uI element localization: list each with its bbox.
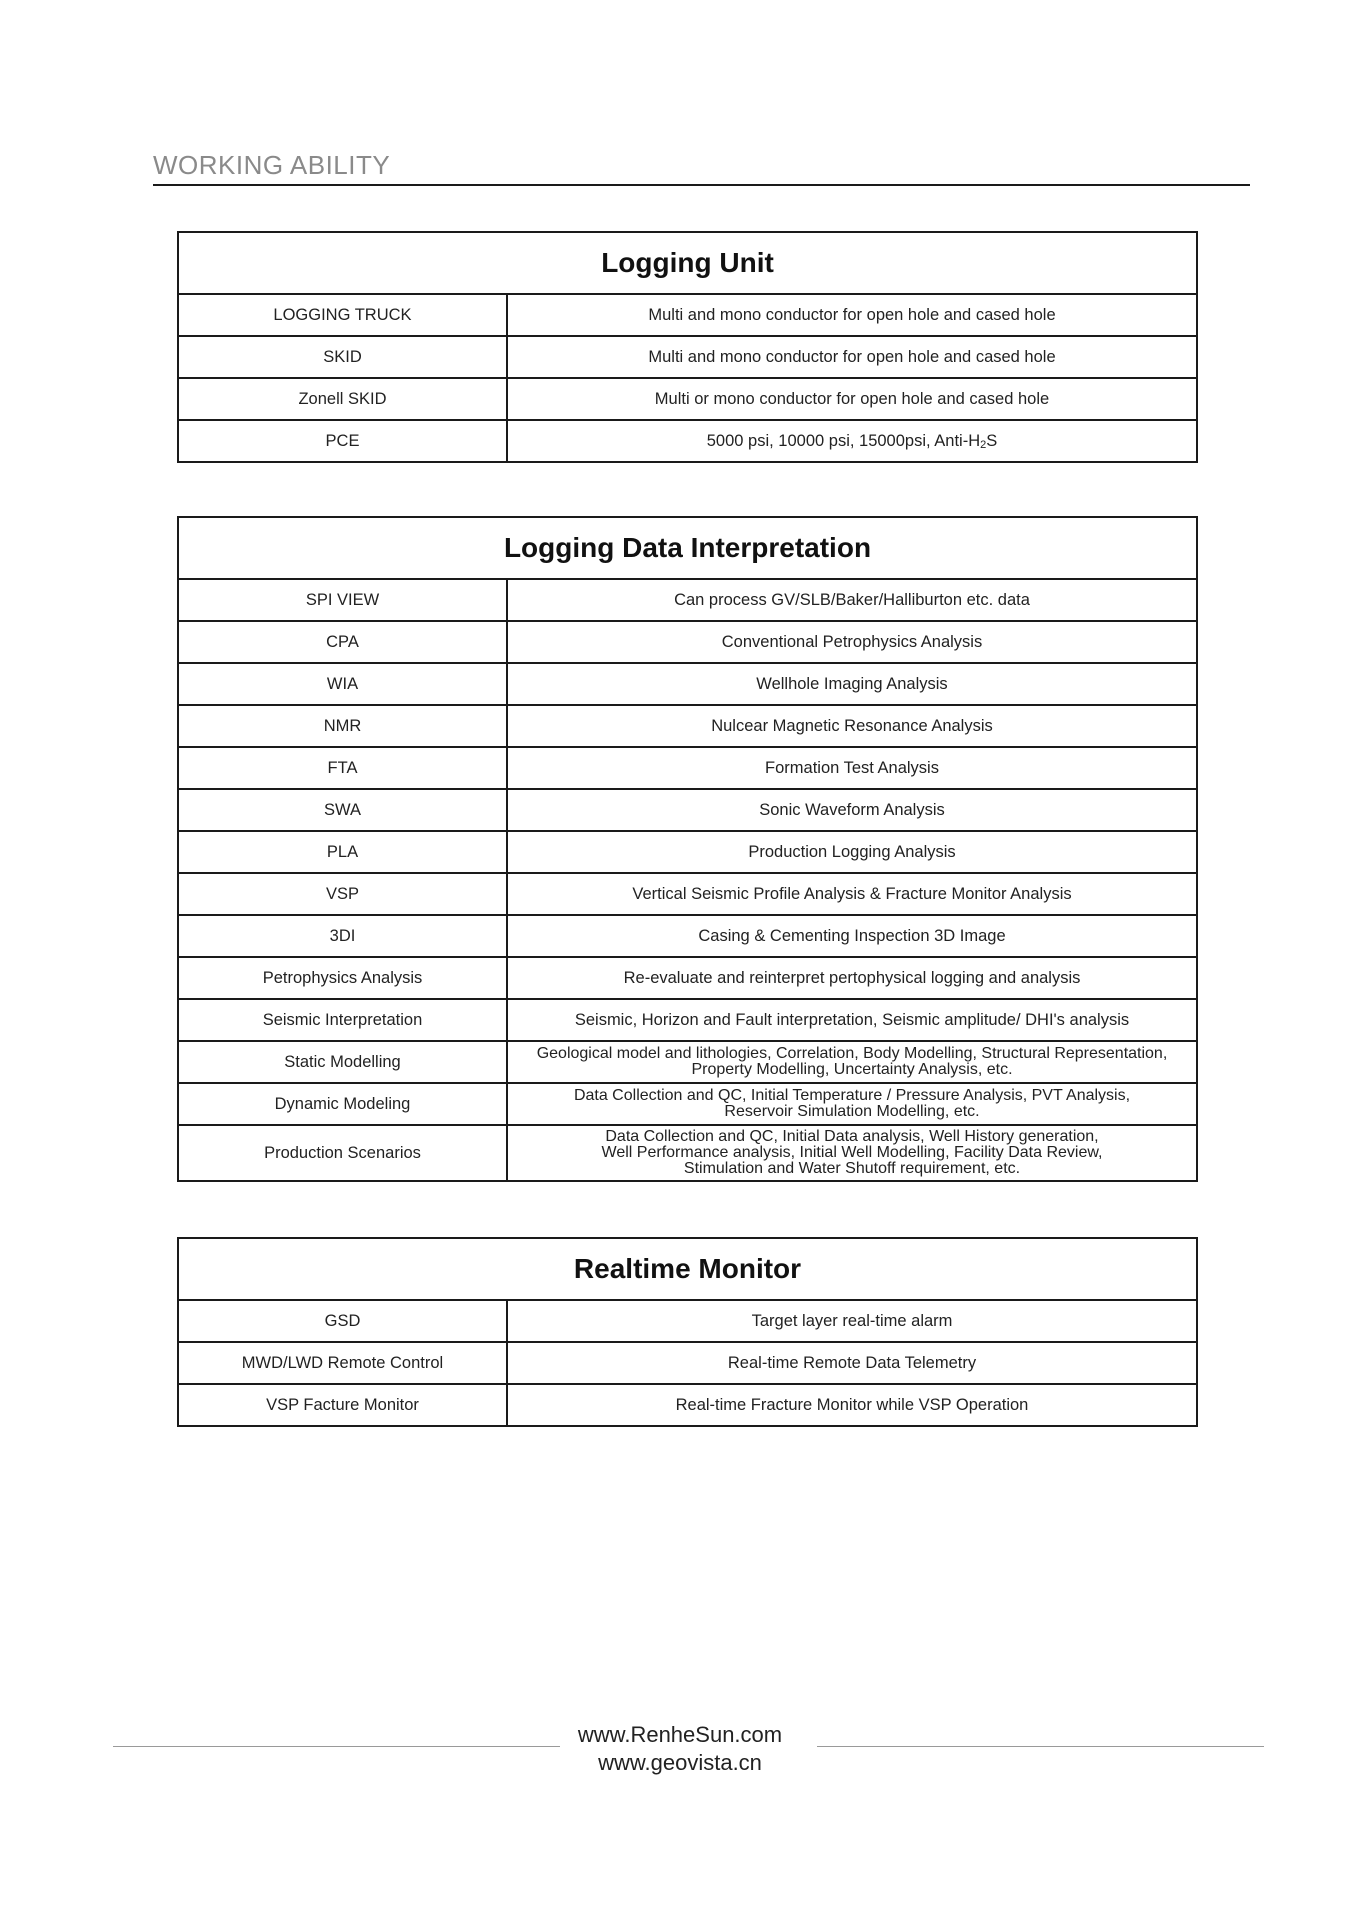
table-row xyxy=(178,999,1197,1041)
row-desc xyxy=(507,1041,1197,1083)
table-row xyxy=(178,621,1197,663)
row-desc: Target layer real-time alarm xyxy=(507,1300,1197,1342)
table-row xyxy=(178,336,1197,378)
table-row xyxy=(178,957,1197,999)
row-name: Petrophysics Analysis xyxy=(178,957,507,999)
table-row xyxy=(178,1083,1197,1125)
footer-website-2: www.geovista.cn xyxy=(598,1750,762,1775)
desc-line: Data Collection and QC, Initial Temperature / Pressure Analysis, PVT Analysis, xyxy=(573,1087,1131,1104)
footer-rule-right xyxy=(817,1746,1264,1747)
table-title: Realtime Monitor xyxy=(178,1238,1197,1300)
row-desc: Casing & Cementing Inspection 3D Image xyxy=(507,915,1197,957)
desc-line: Reservoir Simulation Modelling, etc. xyxy=(724,1103,980,1120)
desc-line: Property Modelling, Uncertainty Analysis, etc. xyxy=(691,1061,1013,1078)
row-desc: Wellhole Imaging Analysis xyxy=(507,663,1197,705)
row-desc: Real-time Remote Data Telemetry xyxy=(507,1342,1197,1384)
desc-subscript: 2 xyxy=(980,438,987,451)
row-desc xyxy=(507,1125,1197,1181)
row-desc: Multi or mono conductor for open hole and cased hole xyxy=(507,378,1197,420)
table-row xyxy=(178,1342,1197,1384)
row-desc: Formation Test Analysis xyxy=(507,747,1197,789)
row-name: MWD/LWD Remote Control xyxy=(178,1342,507,1384)
table-row xyxy=(178,915,1197,957)
row-desc: Production Logging Analysis xyxy=(507,831,1197,873)
title-rule xyxy=(153,184,1250,186)
desc-line: Geological model and lithologies, Correlation, Body Modelling, Structural Representation, xyxy=(536,1045,1168,1062)
row-desc: Multi and mono conductor for open hole and cased hole xyxy=(507,336,1197,378)
row-name: SKID xyxy=(178,336,507,378)
row-desc xyxy=(507,1083,1197,1125)
table-row xyxy=(178,294,1197,336)
table-row xyxy=(178,873,1197,915)
row-name: NMR xyxy=(178,705,507,747)
desc-line: Well Performance analysis, Initial Well Modelling, Facility Data Review, xyxy=(601,1144,1103,1161)
row-name: Seismic Interpretation xyxy=(178,999,507,1041)
table-row xyxy=(178,1125,1197,1181)
table-title: Logging Unit xyxy=(178,232,1197,294)
row-name: SWA xyxy=(178,789,507,831)
realtime-monitor-table xyxy=(177,1237,1198,1427)
row-desc xyxy=(507,420,1197,462)
table-row xyxy=(178,831,1197,873)
desc-text: S xyxy=(986,431,998,450)
table-row xyxy=(178,420,1197,462)
row-name: Production Scenarios xyxy=(178,1125,507,1181)
table-row xyxy=(178,579,1197,621)
desc-text: 5000 psi, 10000 psi, 15000psi, Anti-H xyxy=(706,431,981,450)
row-name: PLA xyxy=(178,831,507,873)
footer-website-1: www.RenheSun.com xyxy=(577,1722,783,1747)
row-name: 3DI xyxy=(178,915,507,957)
table-row xyxy=(178,663,1197,705)
row-desc: Re-evaluate and reinterpret pertophysical logging and analysis xyxy=(507,957,1197,999)
row-desc: Real-time Fracture Monitor while VSP Operation xyxy=(507,1384,1197,1426)
table-title: Logging Data Interpretation xyxy=(178,517,1197,579)
table-row xyxy=(178,747,1197,789)
row-name: Static Modelling xyxy=(178,1041,507,1083)
section-title: WORKING ABILITY xyxy=(153,150,391,180)
row-name: Zonell SKID xyxy=(178,378,507,420)
desc-line: Stimulation and Water Shutoff requirement, etc. xyxy=(683,1160,1021,1177)
row-name: PCE xyxy=(178,420,507,462)
row-name: Dynamic Modeling xyxy=(178,1083,507,1125)
row-name: VSP xyxy=(178,873,507,915)
row-name: WIA xyxy=(178,663,507,705)
table-row xyxy=(178,1041,1197,1083)
table-row xyxy=(178,1384,1197,1426)
row-desc: Conventional Petrophysics Analysis xyxy=(507,621,1197,663)
row-desc: Can process GV/SLB/Baker/Halliburton etc. data xyxy=(507,579,1197,621)
table-row xyxy=(178,1300,1197,1342)
row-desc: Nulcear Magnetic Resonance Analysis xyxy=(507,705,1197,747)
row-desc: Vertical Seismic Profile Analysis & Fracture Monitor Analysis xyxy=(507,873,1197,915)
table-row xyxy=(178,789,1197,831)
row-desc: Seismic, Horizon and Fault interpretation, Seismic amplitude/ DHI's analysis xyxy=(507,999,1197,1041)
row-name: SPI VIEW xyxy=(178,579,507,621)
interpretation-table xyxy=(177,516,1198,1182)
row-name: VSP Facture Monitor xyxy=(178,1384,507,1426)
row-desc: Multi and mono conductor for open hole and cased hole xyxy=(507,294,1197,336)
logging-unit-table xyxy=(177,231,1198,463)
row-name: LOGGING TRUCK xyxy=(178,294,507,336)
desc-line: Data Collection and QC, Initial Data analysis, Well History generation, xyxy=(605,1128,1099,1145)
row-desc: Sonic Waveform Analysis xyxy=(507,789,1197,831)
row-name: GSD xyxy=(178,1300,507,1342)
table-row xyxy=(178,378,1197,420)
table-row xyxy=(178,705,1197,747)
row-name: FTA xyxy=(178,747,507,789)
row-name: CPA xyxy=(178,621,507,663)
